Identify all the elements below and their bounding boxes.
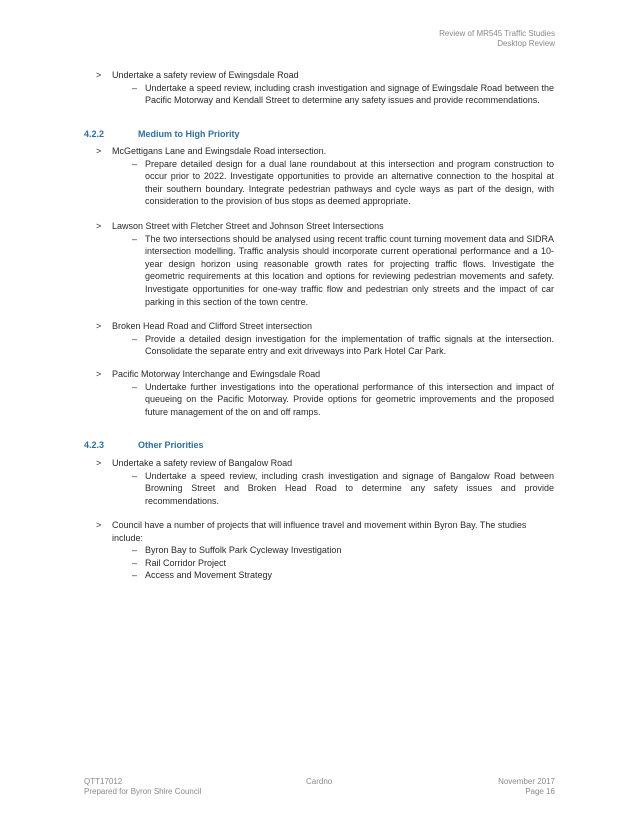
footer-right — [498, 777, 555, 797]
sub-item: – The two intersections should be analysed using recent traffic count turning movement data and SIDRA intersection modelling. Traffic analysis should incorporate current operational performance and a 10-year design horizon using reasonable growth rates for projecting traffic flows. Investigate the geometric requirements at this location and options for reviewing pedestrian movements and safety. Investigate opportunities for one-way traffic flow and pedestrian only streets and the impact of car parking in this section of the town centre. — [132, 233, 554, 307]
section-heading-4-2-3 — [84, 440, 204, 450]
bangalow-review-block — [84, 457, 554, 507]
footer-page-number: Page 16 — [525, 787, 555, 796]
footer-reference: QTT17012 — [84, 777, 123, 786]
section-title: Other Priorities — [138, 440, 204, 450]
list-item: > Undertake a safety review of Bangalow Road — [96, 458, 293, 468]
broken-head-block — [84, 320, 554, 358]
mcgettigans-block — [84, 145, 554, 208]
footer-client: Prepared for Byron Shire Council — [84, 787, 202, 796]
list-item: > Council have a number of projects that will influence travel and movement within Byron Bay. The studies include: — [96, 520, 527, 543]
sub-text: Byron Bay to Suffolk Park Cycleway Investigation — [145, 545, 342, 556]
sub-text: Access and Movement Strategy — [145, 570, 273, 581]
section-title: Medium to High Priority — [138, 129, 240, 139]
section-number: 4.2.3 — [84, 440, 105, 450]
header-subtitle: Desktop Review — [497, 39, 555, 48]
list-item: > Pacific Motorway Interchange and Ewingsdale Road — [96, 369, 321, 379]
list-item: > Broken Head Road and Clifford Street intersection — [96, 321, 312, 331]
sub-item: – Prepare detailed design for a dual lane roundabout at this intersection and program construction to occur prior to 2022. Investigate opportunities to provide an alternative connection to the hospital at their southern boundary. Integrate pedestrian pathways and cycle ways as part of the design, with consideration to the provision of bus stops as deemed appropriate. — [132, 158, 554, 207]
section-number: 4.2.2 — [84, 129, 105, 139]
sub-item: – Rail Corridor Project — [132, 557, 227, 568]
list-item: > McGettigans Lane and Ewingsdale Road intersection. — [96, 146, 327, 156]
sub-item: – Byron Bay to Suffolk Park Cycleway Investigation — [132, 545, 342, 556]
sub-text: Rail Corridor Project — [145, 557, 227, 568]
sub-text: The two intersections should be analysed using recent traffic count turning movement data and SIDRA intersection modelling. Traffic analysis should incorporate current operational performance and a 10-year design horizon using reasonable growth rates for projecting traffic flows. Investigate the geometric requirements at this location and options for reviewing pedestrian movements and safety. Investigate opportunities for one-way traffic flow and pedestrian only streets and the impact of car parking in this section of the town centre. — [145, 233, 554, 307]
lawson-street-block — [84, 220, 554, 308]
sub-text: Provide a detailed design investigation for the implementation of traffic signals at the intersection. Consolidate the separate entry and exit driveways into Park Hotel Car Park. — [145, 333, 554, 357]
sub-text: Undertake a speed review, including crash investigation and signage of Ewingsdale Road between the Pacific Motorway and Kendall Street to determine any safety issues and provide recommendations. — [145, 82, 554, 106]
sub-item: – Provide a detailed design investigation for the implementation of traffic signals at the intersection. Consolidate the separate entry and exit driveways into Park Hotel Car Park. — [132, 333, 554, 357]
section-heading-4-2-2 — [84, 129, 240, 139]
ewingsdale-review-block — [84, 69, 554, 107]
sub-text: Undertake further investigations into the operational performance of this intersection and impact of queueing on the Pacific Motorway. Provide options for geometric improvements and the proposed future management of the on and off ramps. — [145, 381, 554, 417]
bullet-text: Undertake a safety review of Bangalow Road — [112, 458, 293, 468]
sub-item: – Undertake a speed review, including crash investigation and signage of Ewingsdale Road between the Pacific Motorway and Kendall Street to determine any safety issues and provide recommendations. — [132, 82, 554, 106]
council-projects-block — [84, 519, 554, 582]
sub-item: – Access and Movement Strategy — [132, 570, 273, 581]
bullet-text: McGettigans Lane and Ewingsdale Road intersection. — [112, 146, 327, 156]
page-header — [439, 29, 555, 49]
footer-company: Cardno — [306, 777, 333, 786]
bullet-text: Lawson Street with Fletcher Street and Johnson Street Intersections — [112, 221, 384, 231]
sub-text: Undertake a speed review, including crash investigation and signage of Bangalow Road between Browning Street and Broken Head Road to determine any safety issues and provide recommendations. — [145, 470, 554, 506]
footer-date: November 2017 — [498, 777, 555, 786]
bullet-text: Broken Head Road and Clifford Street intersection — [112, 321, 312, 331]
sub-item: – Undertake further investigations into the operational performance of this intersection and impact of queueing on the Pacific Motorway. Provide options for geometric improvements and the proposed future management of the on and off ramps. — [132, 381, 554, 417]
pacific-motorway-block — [84, 368, 554, 418]
list-item: > Lawson Street with Fletcher Street and Johnson Street Intersections — [96, 221, 384, 231]
header-title: Review of MR545 Traffic Studies — [439, 29, 555, 38]
sub-text: Prepare detailed design for a dual lane roundabout at this intersection and program construction to occur prior to 2022. Investigate opportunities to provide an alternative connection to the hospital at their southern boundary. Integrate pedestrian pathways and cycle ways as part of the design, with consideration to the provision of bus stops as deemed appropriate. — [145, 158, 554, 207]
list-item: > Undertake a safety review of Ewingsdale Road — [96, 70, 299, 80]
sub-item: – Undertake a speed review, including crash investigation and signage of Bangalow Road between Browning Street and Broken Head Road to determine any safety issues and provide recommendations. — [132, 470, 554, 506]
footer-left — [84, 777, 201, 797]
bullet-text: Council have a number of projects that will influence travel and movement within Byron Bay. The studies include: — [112, 520, 527, 543]
bullet-text: Pacific Motorway Interchange and Ewingsdale Road — [112, 369, 321, 379]
bullet-text: Undertake a safety review of Ewingsdale Road — [112, 70, 299, 80]
